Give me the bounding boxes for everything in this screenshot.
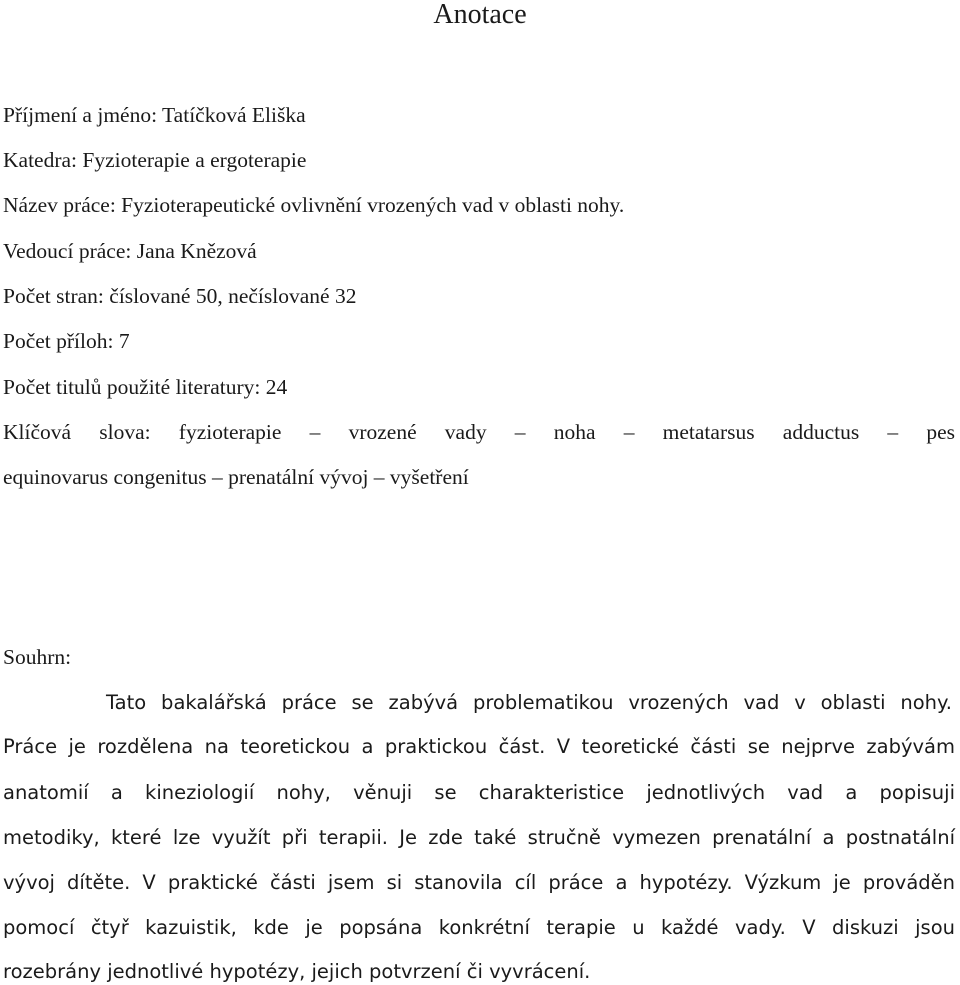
page-title: Anotace [433,0,527,30]
appendix-count: Počet příloh: 7 [3,329,130,353]
summary-line: rozebrány jednotlivé hypotézy, jejich potvrzení či vyvrácení. [3,960,591,983]
thesis-title: Název práce: Fyzioterapeutické ovlivnění vrozených vad v oblasti nohy. [3,193,625,217]
supervisor: Vedoucí práce: Jana Knězová [3,239,257,263]
keywords-line-2: equinovarus congenitus – prenatální vývoj – vyšetření [3,465,469,489]
summary-line: pomocí čtyř kazuistik, kde je popsána konkrétní terapie u každé vady. V diskuzi jsou [3,916,955,939]
summary-line: metodiky, které lze využít při terapii. Je zde také stručně vymezen prenatální a postnatální [3,826,955,849]
summary-line: anatomií a kineziologií nohy, věnuji se charakteristice jednotlivých vad a popisuji [3,781,955,804]
keywords-line-1: Klíčová slova: fyzioterapie – vrozené vady – noha – metatarsus adductus – pes [3,420,955,444]
page-count: Počet stran: číslované 50, nečíslované 32 [3,284,357,308]
reference-count: Počet titulů použité literatury: 24 [3,375,288,399]
summary-line: Práce je rozdělena na teoretickou a praktickou část. V teoretické části se nejprve zabývám [3,735,955,758]
author-name: Příjmení a jméno: Tatíčková Eliška [3,103,306,127]
summary-line: Tato bakalářská práce se zabývá problematikou vrozených vad v oblasti nohy. [106,691,952,714]
summary-heading: Souhrn: [3,645,72,669]
summary-line: vývoj dítěte. V praktické části jsem si stanovila cíl práce a hypotézy. Výzkum je prováděn [3,871,955,894]
department: Katedra: Fyzioterapie a ergoterapie [3,148,307,172]
